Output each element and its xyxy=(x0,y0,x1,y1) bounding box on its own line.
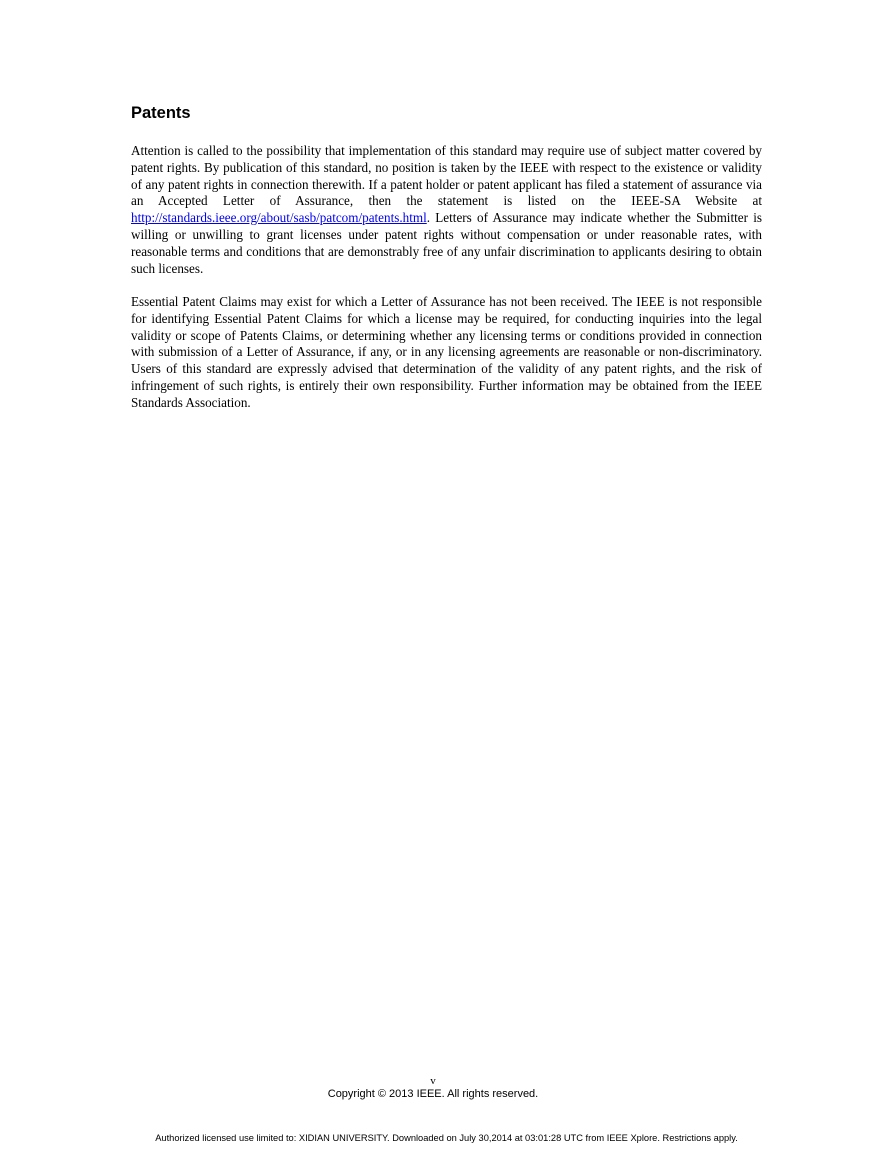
copyright-notice: Copyright © 2013 IEEE. All rights reserved. xyxy=(327,1088,539,1100)
patents-list-link[interactable]: http://standards.ieee.org/about/sasb/patcom/patents.html xyxy=(131,210,427,226)
section-heading: Patents xyxy=(131,104,191,122)
patents-paragraph-2: Essential Patent Claims may exist for which a Letter of Assurance has not been received. The IEEE is not responsible for identifying Essential Patent Claims for which a license may be required, for conducting inquiries into the legal validity or scope of Patents Claims, or determining whether any licensing terms or conditions provided in connection with submission of a Letter of Assurance, if any, or in any licensing agreements are reasonable or non-discriminatory. Users of this standard are expressly advised that determination of the validity of any patent rights, and the risk of infringement of such rights, is entirely their own responsibility. Further information may be obtained from the IEEE Standards Association. xyxy=(131,294,762,410)
paragraph-1-text-before-link: Attention is called to the possibility that implementation of this standard may require use of subject matter covered by patent rights. By publication of this standard, no position is taken by the IEEE with respect to the existence or validity of any patent rights in connection therewith. If a patent holder or patent applicant has filed a statement of assurance via an Accepted Letter of Assurance, then the statement is listed on the IEEE-SA Website at xyxy=(131,143,762,209)
authorized-use-notice: Authorized licensed use limited to: XIDIAN UNIVERSITY. Downloaded on July 30,2014 at 03:01:28 UTC from IEEE Xplore. Restrictions apply. xyxy=(155,1133,738,1143)
patents-paragraph-1 xyxy=(131,143,762,277)
page-number: v xyxy=(430,1075,436,1087)
paragraph-1-text-after-link: . Letters of Assurance may indicate whether the Submitter is willing or unwilling to grant licenses under patent rights without compensation or under reasonable rates, with reasonable terms and conditions that are demonstrably free of any unfair discrimination to applicants desiring to obtain such licenses. xyxy=(131,210,762,276)
